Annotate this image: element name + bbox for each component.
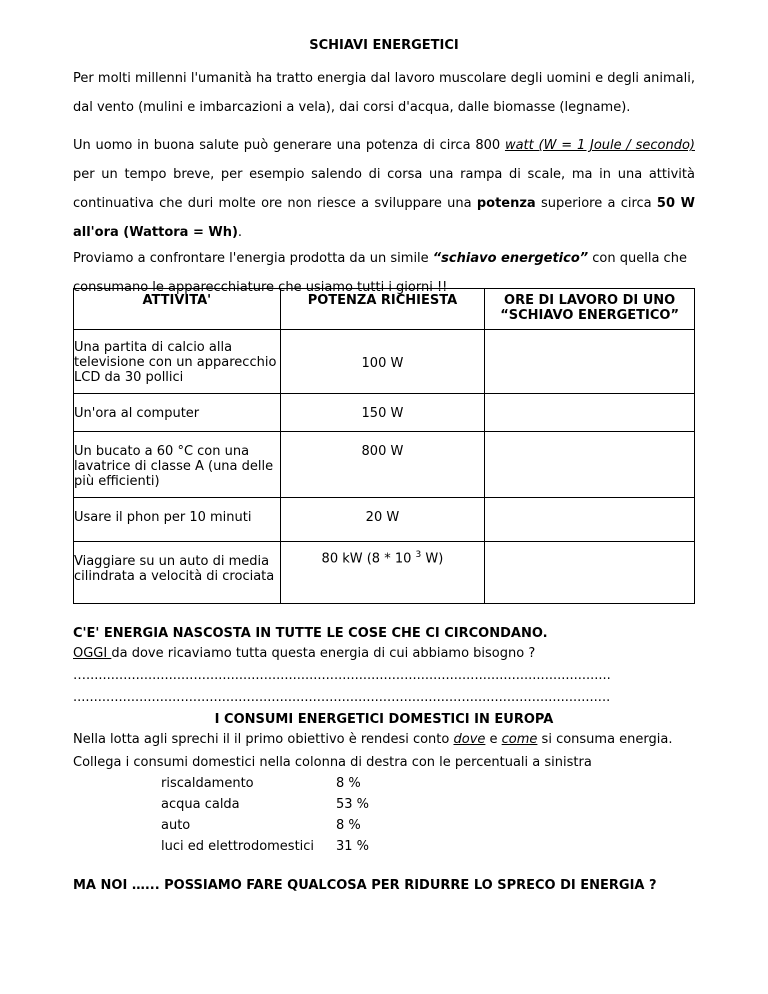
final-question: MA NOI …... POSSIAMO FARE QUALCOSA PER RIDURRE LO SPRECO DI ENERGIA ?: [73, 878, 657, 893]
activity-cell: Un'ora al computer: [74, 394, 281, 432]
energy-slave-term: “schiavo energetico”: [432, 251, 589, 266]
text: Proviamo a confrontare l'energia prodotta da un simile: [73, 251, 433, 266]
hours-cell: [485, 432, 695, 498]
hours-cell: [485, 542, 695, 604]
power-cell: 150 W: [280, 394, 485, 432]
header-activity: ATTIVITA': [74, 289, 281, 330]
text: da dove ricaviamo tutta questa energia di cui abbiamo bisogno ?: [111, 646, 536, 661]
activity-cell: Viaggiare su un auto di media cilindrata a velocità di crociata: [74, 542, 281, 604]
item-label: riscaldamento: [161, 776, 254, 791]
text: .: [237, 225, 243, 240]
power-cell: [280, 542, 485, 604]
table-row: [74, 330, 695, 394]
text: e: [485, 732, 502, 747]
table-row: [74, 432, 695, 498]
text: superiore a circa: [535, 196, 657, 211]
activity-cell: Una partita di calcio alla televisione con un apparecchio LCD da 30 pollici: [74, 330, 281, 394]
power-text: 80 kW (8 * 10: [321, 551, 416, 567]
text: con quella che consumano le apparecchiature che usiamo tutti i giorni !!: [73, 251, 687, 295]
energy-table: [73, 288, 695, 604]
item-percent: 8 %: [336, 776, 361, 791]
power-text: W): [421, 551, 444, 567]
activity-cell: Un bucato a 60 °C con una lavatrice di classe A (una delle più efficienti): [74, 432, 281, 498]
item-percent: 8 %: [336, 818, 361, 833]
potenza-term: potenza: [476, 196, 536, 211]
power-cell: 800 W: [280, 432, 485, 498]
header-power: POTENZA RICHIESTA: [280, 289, 485, 330]
wattora-term: 50 W all'ora (Wattora = Wh): [73, 196, 695, 240]
hidden-energy-heading: C'E' ENERGIA NASCOSTA IN TUTTE LE COSE CHE CI CIRCONDANO.: [73, 626, 548, 641]
hours-cell: [485, 394, 695, 432]
page-title: SCHIAVI ENERGETICI: [309, 38, 459, 53]
item-label: acqua calda: [161, 797, 240, 812]
consumption-heading: I CONSUMI ENERGETICI DOMESTICI IN EUROPA: [214, 712, 554, 727]
list-item: [161, 797, 370, 812]
connect-instruction: Collega i consumi domestici nella colonna di destra con le percentuali a sinistra: [73, 755, 592, 770]
table-row: [74, 498, 695, 542]
watt-definition: watt (W = 1 Joule / secondo): [504, 138, 695, 153]
power-exponent: 3: [415, 550, 422, 560]
dove-term: dove: [453, 732, 486, 747]
text: per un tempo breve, per esempio salendo di corsa una rampa di scale, ma in una attività continuativa che duri molte ore non riesce a sviluppare una: [73, 167, 695, 211]
header-hours: ORE DI LAVORO DI UNO “SCHIAVO ENERGETICO”: [485, 289, 695, 330]
list-item: [161, 776, 361, 791]
item-percent: 53 %: [336, 797, 370, 812]
item-percent: 31 %: [336, 839, 370, 854]
hours-cell: [485, 498, 695, 542]
table-row: [74, 542, 695, 604]
question-line: [73, 642, 695, 666]
answer-line: …...............................................................................................................................: [73, 668, 611, 683]
answer-line: ..................................................................................................................................: [73, 690, 611, 705]
activity-cell: Usare il phon per 10 minuti: [74, 498, 281, 542]
text: Un uomo in buona salute può generare una potenza di circa 800: [73, 138, 505, 153]
power-cell: 20 W: [280, 498, 485, 542]
hours-cell: [485, 330, 695, 394]
power-cell: 100 W: [280, 330, 485, 394]
text: Nella lotta agli sprechi il il primo obiettivo è rendesi conto: [73, 732, 454, 747]
table-header-row: [74, 289, 695, 330]
come-term: come: [501, 732, 538, 747]
item-label: luci ed elettrodomestici: [161, 839, 315, 854]
table-row: [74, 394, 695, 432]
oggi-term: OGGI: [73, 646, 112, 661]
intro-paragraph: Per molti millenni l'umanità ha tratto energia dal lavoro muscolare degli uomini e degli animali, dal vento (mulini e imbarcazioni a vela), dai corsi d'acqua, dalle biomasse (legname).: [73, 71, 695, 115]
waste-paragraph: [73, 728, 695, 752]
list-item: [161, 818, 361, 833]
human-power-paragraph: [73, 131, 695, 247]
item-label: auto: [161, 818, 191, 833]
list-item: [161, 839, 370, 854]
text: si consuma energia.: [537, 732, 673, 747]
